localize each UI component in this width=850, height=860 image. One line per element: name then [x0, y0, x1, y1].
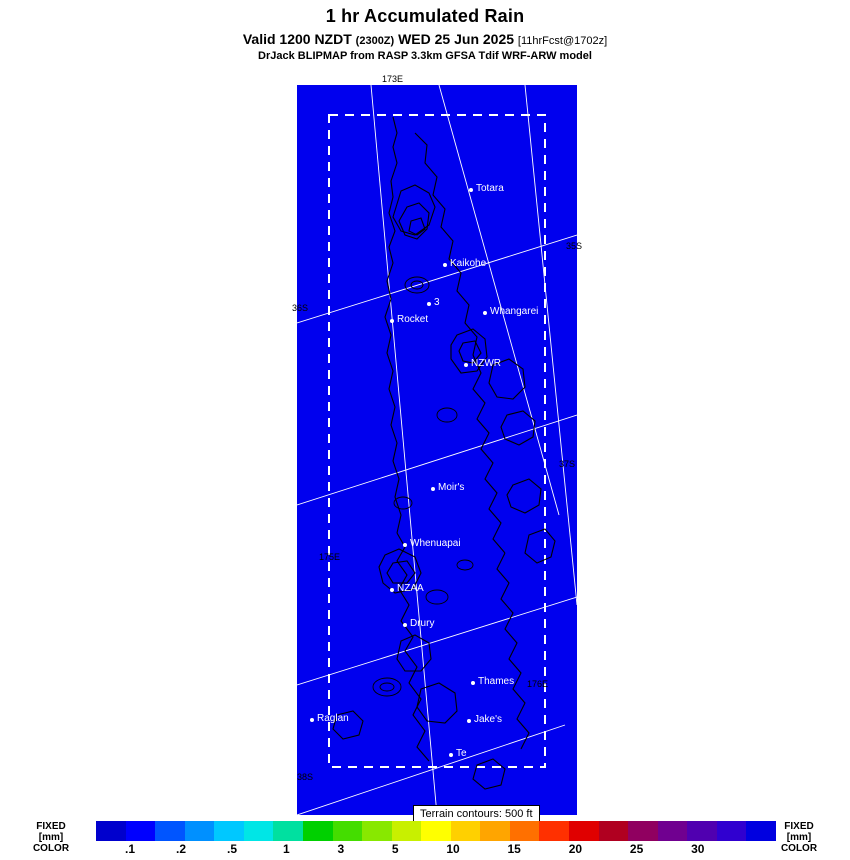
colorbar-tick-3: 1 — [283, 842, 290, 856]
valid-time-utc: (2300Z) — [355, 35, 395, 47]
colorbar-swatch-21 — [717, 821, 747, 841]
station-label-totara: Totara — [476, 183, 504, 194]
colorbar-swatches — [96, 821, 776, 841]
station-label-nzwr: NZWR — [471, 358, 501, 369]
station-label-te: Te — [456, 748, 467, 759]
colorbar-swatch-7 — [303, 821, 333, 841]
station-label-kaikohe: Kaikohe — [450, 258, 487, 269]
colorbar-tick-labels — [96, 842, 776, 858]
station-label-raglan: Raglan — [317, 713, 349, 724]
fixed-label-line1: FIXED — [784, 821, 814, 832]
station-dot — [403, 623, 407, 627]
fixed-label-line3: COLOR — [780, 843, 818, 854]
station-dot — [390, 588, 394, 592]
grid-label-36s: 36S — [292, 303, 309, 313]
colorbar-units-left — [28, 821, 74, 854]
station-dot — [471, 681, 475, 685]
model-description: DrJack BLIPMAP from RASP 3.3km GFSA Tdif WRF-ARW model — [258, 50, 592, 62]
station-dot — [449, 753, 453, 757]
colorbar-swatch-19 — [658, 821, 688, 841]
colorbar-swatch-4 — [214, 821, 244, 841]
station-label-3: 3 — [434, 297, 440, 308]
station-dot — [469, 188, 473, 192]
colorbar-swatch-13 — [480, 821, 510, 841]
grid-label-175e: 175E — [319, 552, 341, 562]
station-label-rocket: Rocket — [397, 314, 429, 325]
colorbar-tick-9: 25 — [629, 842, 644, 856]
fixed-label-line2: [mm] — [38, 832, 64, 843]
valid-date: WED 25 Jun 2025 — [398, 31, 515, 47]
colorbar-tick-1: .2 — [175, 842, 187, 856]
colorbar-swatch-17 — [599, 821, 629, 841]
terrain-contour-note: Terrain contours: 500 ft — [413, 805, 540, 823]
station-label-moirs: Moir's — [438, 482, 465, 493]
station-label-whenuapai: Whenuapai — [410, 538, 461, 549]
colorbar-swatch-8 — [333, 821, 363, 841]
forecast-tag: [11hrFcst@1702z] — [517, 35, 608, 47]
station-dot — [431, 487, 435, 491]
colorbar-tick-4: 3 — [337, 842, 345, 856]
colorbar-swatch-0 — [96, 821, 126, 841]
station-dot — [427, 302, 431, 306]
colorbar-swatch-16 — [569, 821, 599, 841]
colorbar-swatch-2 — [155, 821, 185, 841]
colorbar-swatch-22 — [746, 821, 776, 841]
colorbar-swatch-18 — [628, 821, 658, 841]
colorbar-tick-7: 15 — [507, 842, 521, 856]
station-label-jakes: Jake's — [474, 714, 503, 725]
grid-label-37s: 37S — [559, 459, 576, 469]
station-label-whangarei: Whangarei — [490, 306, 539, 317]
station-dot — [403, 543, 407, 547]
station-dot — [443, 263, 447, 267]
grid-label-35s: 35S — [566, 241, 583, 251]
colorbar-tick-6: 10 — [446, 842, 460, 856]
colorbar-swatch-6 — [273, 821, 303, 841]
valid-time-line — [0, 31, 850, 47]
colorbar-swatch-3 — [185, 821, 215, 841]
colorbar-units-right — [776, 821, 822, 854]
colorbar-swatch-20 — [687, 821, 717, 841]
fixed-label-line3: COLOR — [32, 843, 70, 854]
colorbar-swatch-12 — [451, 821, 481, 841]
station-label-thames: Thames — [478, 676, 515, 687]
colorbar-swatch-14 — [510, 821, 540, 841]
station-label-nzaa: NZAA — [397, 583, 424, 594]
page-title: 1 hr Accumulated Rain — [325, 6, 525, 26]
colorbar-swatch-5 — [244, 821, 274, 841]
colorbar-tick-8: 20 — [568, 842, 583, 856]
colorbar-tick-0: .1 — [124, 842, 136, 856]
colorbar-swatch-11 — [421, 821, 451, 841]
fixed-label-line1: FIXED — [36, 821, 66, 832]
map-canvas[interactable] — [297, 85, 577, 815]
title-block — [0, 0, 850, 62]
colorbar-swatch-1 — [126, 821, 156, 841]
fixed-label-line2: [mm] — [786, 832, 812, 843]
colorbar-tick-10: 30 — [691, 842, 705, 856]
valid-time-prefix: Valid 1200 NZDT — [242, 31, 352, 47]
colorbar-swatch-10 — [392, 821, 422, 841]
station-dot — [464, 363, 468, 367]
colorbar-tick-5: 5 — [391, 842, 399, 856]
station-dot — [310, 718, 314, 722]
colorbar-legend — [0, 820, 850, 860]
grid-label-173e: 173E — [382, 74, 404, 84]
colorbar-tick-2: .5 — [226, 842, 238, 856]
grid-label-176e: 176E — [527, 679, 549, 689]
station-label-drury: Drury — [410, 618, 435, 629]
colorbar-swatch-15 — [539, 821, 569, 841]
colorbar-swatch-9 — [362, 821, 392, 841]
grid-label-38s: 38S — [297, 772, 314, 782]
rain-field-background — [297, 85, 577, 815]
station-dot — [467, 719, 471, 723]
station-dot — [483, 311, 487, 315]
station-dot — [390, 319, 394, 323]
map-graphics — [297, 85, 577, 815]
